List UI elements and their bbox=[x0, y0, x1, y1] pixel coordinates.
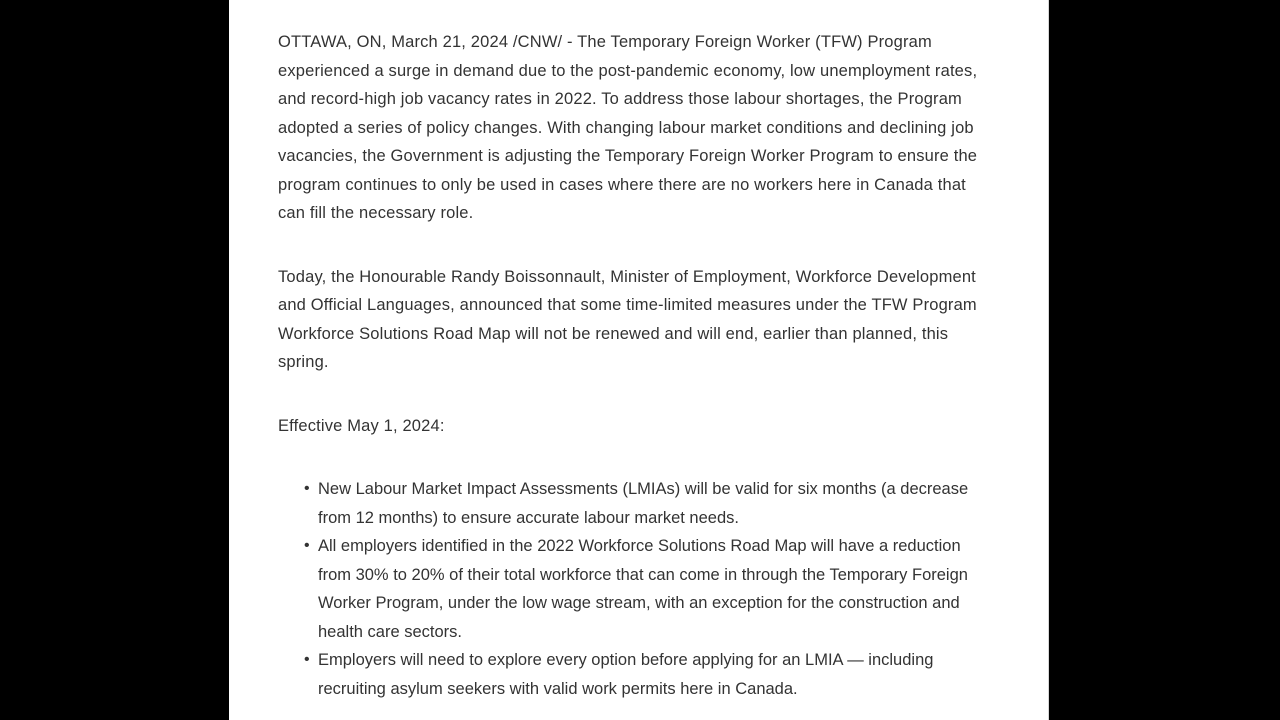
list-item bbox=[278, 475, 980, 532]
bullet-icon: • bbox=[304, 480, 310, 497]
paragraph-announcement: Today, the Honourable Randy Boissonnault, Minister of Employment, Workforce Development and Official Languages, announced that some time-limited measures under the TFW Program Workforce Solutions Road Map will not be renewed and will end, earlier than planned, this spring. bbox=[278, 267, 977, 371]
left-letterbox bbox=[0, 0, 229, 720]
bullet-icon: • bbox=[304, 651, 310, 668]
right-letterbox bbox=[1050, 0, 1280, 720]
paragraph-intro: OTTAWA, ON, March 21, 2024 /CNW/ - The Temporary Foreign Worker (TFW) Program experienced a surge in demand due to the post-pandemic economy, low unemployment rates, and record-high job vacancy rates in 2022. To address those labour shortages, the Program adopted a series of policy changes. With changing labour market conditions and declining job vacancies, the Government is adjusting the Temporary Foreign Worker Program to ensure the program continues to only be used in cases where there are no workers here in Canada that can fill the necessary role. bbox=[278, 33, 978, 222]
list-item-text: All employers identified in the 2022 Workforce Solutions Road Map will have a reduction from 30% to 20% of their total workforce that can come in through the Temporary Foreign Worker Program, under the low wage stream, with an exception for the construction and health care sectors. bbox=[318, 537, 968, 641]
paragraph-effective-date: Effective May 1, 2024: bbox=[278, 416, 445, 435]
policy-measures-list bbox=[278, 475, 980, 703]
list-item bbox=[278, 532, 980, 646]
document-page bbox=[229, 0, 1049, 720]
list-item-text: Employers will need to explore every option before applying for an LMIA — including recruiting asylum seekers with valid work permits here in Canada. bbox=[318, 651, 934, 698]
list-item-text: New Labour Market Impact Assessments (LMIAs) will be valid for six months (a decrease from 12 months) to ensure accurate labour market needs. bbox=[318, 480, 969, 527]
bullet-icon: • bbox=[304, 537, 310, 554]
article-body bbox=[278, 28, 980, 703]
list-item bbox=[278, 646, 980, 703]
